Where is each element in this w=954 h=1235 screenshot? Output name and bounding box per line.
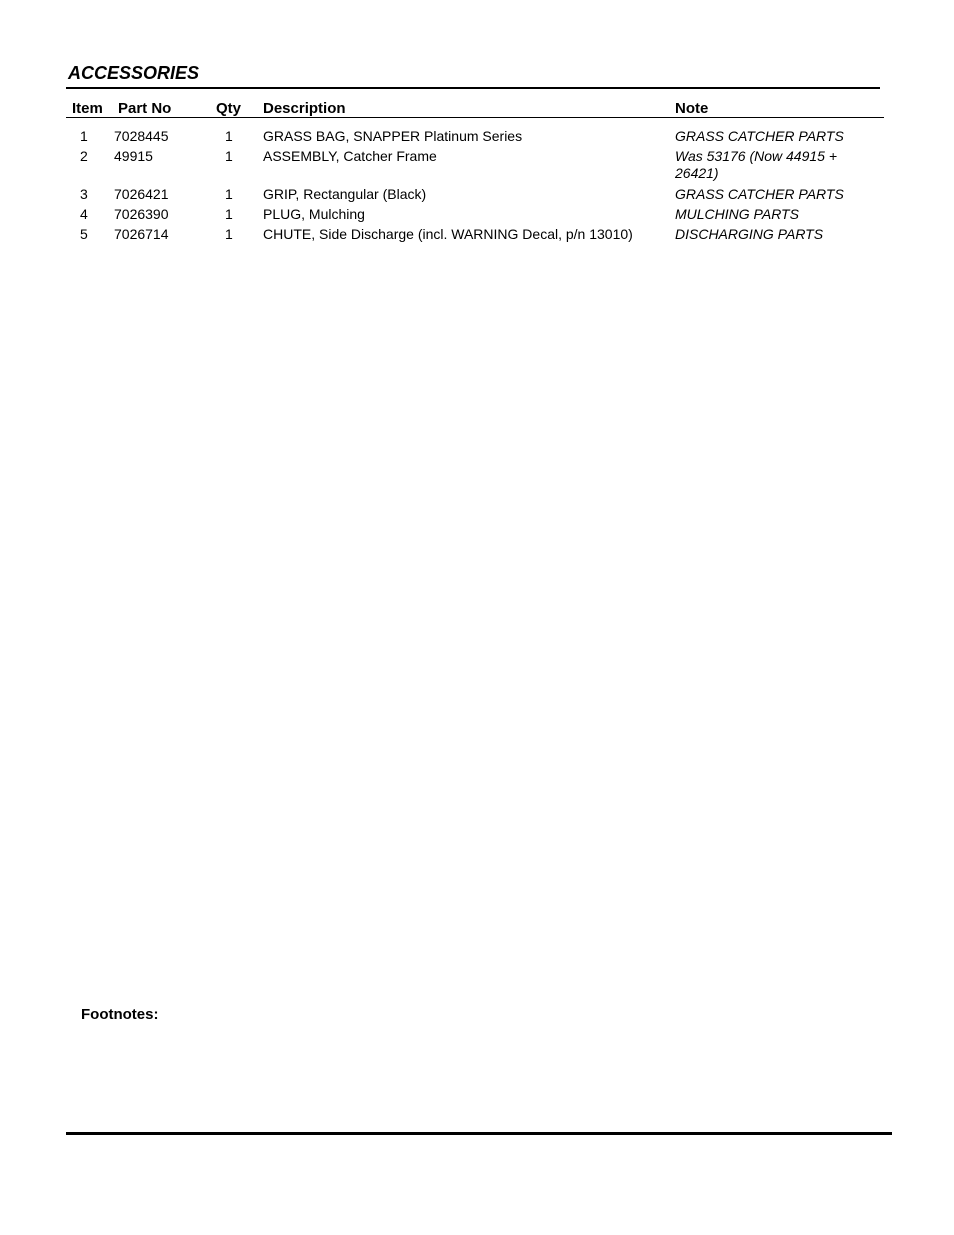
row-item: 1 xyxy=(80,128,88,144)
row-note: Was 53176 (Now 44915 + 26421) xyxy=(675,148,838,181)
title-divider xyxy=(66,87,880,89)
row-description: ASSEMBLY, Catcher Frame xyxy=(263,148,437,164)
row-part-no: 7026421 xyxy=(114,186,169,202)
row-qty: 1 xyxy=(225,206,233,222)
row-description: GRASS BAG, SNAPPER Platinum Series xyxy=(263,128,523,144)
row-qty: 1 xyxy=(225,148,233,164)
row-part-no: 7028445 xyxy=(114,128,169,144)
row-note: GRASS CATCHER PARTS xyxy=(675,128,844,144)
row-qty: 1 xyxy=(225,226,233,242)
section-title: ACCESSORIES xyxy=(68,63,200,83)
row-part-no: 7026390 xyxy=(114,206,169,222)
footnotes-label: Footnotes: xyxy=(81,1006,159,1023)
row-description: PLUG, Mulching xyxy=(263,206,365,222)
row-item: 2 xyxy=(80,148,88,164)
header-note: Note xyxy=(675,100,709,117)
row-description: GRIP, Rectangular (Black) xyxy=(263,186,427,202)
row-description: CHUTE, Side Discharge (incl. WARNING Decal, p/n 13010) xyxy=(263,226,633,242)
table-header xyxy=(0,100,954,118)
row-part-no: 49915 xyxy=(114,148,153,164)
header-description: Description xyxy=(263,100,346,117)
header-item: Item xyxy=(72,100,103,117)
row-qty: 1 xyxy=(225,128,233,144)
footer-divider xyxy=(66,1132,892,1135)
row-item: 3 xyxy=(80,186,88,202)
row-note: DISCHARGING PARTS xyxy=(675,226,824,242)
header-qty: Qty xyxy=(216,100,242,117)
row-note: GRASS CATCHER PARTS xyxy=(675,186,844,202)
row-item: 4 xyxy=(80,206,88,222)
header-part-no: Part No xyxy=(118,100,172,117)
header-divider xyxy=(66,117,884,118)
row-note: MULCHING PARTS xyxy=(675,206,799,222)
row-item: 5 xyxy=(80,226,88,242)
row-qty: 1 xyxy=(225,186,233,202)
row-part-no: 7026714 xyxy=(114,226,169,242)
